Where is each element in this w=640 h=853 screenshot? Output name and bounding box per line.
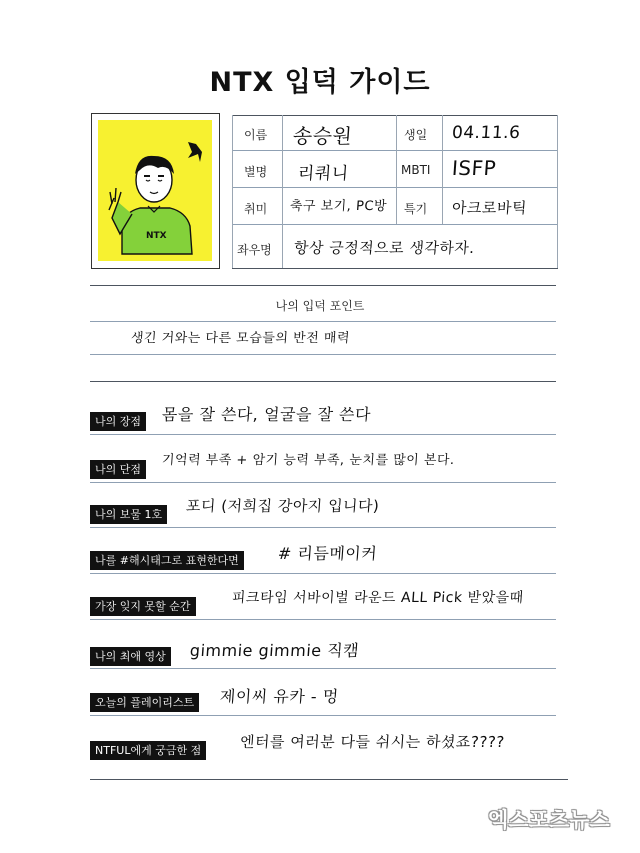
nickname-value: 리쿼니 (297, 164, 350, 184)
nickname-label: 별명 (244, 165, 268, 179)
self-portrait-drawing (92, 114, 218, 267)
motto-label: 좌우명 (237, 243, 272, 257)
playlist-tag: 오늘의 플레이리스트 (90, 693, 199, 712)
strength-tag: 나의 장점 (90, 412, 146, 431)
talent-value: 아크로바틱 (451, 199, 528, 217)
name-value: 송승원 (292, 124, 354, 148)
name-label: 이름 (244, 128, 268, 142)
birth-label: 생일 (404, 128, 428, 142)
treasure-value: 포디 (저희집 강아지 입니다) (185, 497, 381, 515)
moment-value: 피크타임 서바이벌 라운드 ALL Pick 받았을때 (231, 590, 525, 606)
hashtag-tag: 나를 #해시태그로 표현한다면 (90, 551, 244, 570)
strength-value: 몸을 잘 쓴다, 얼굴을 잘 쓴다 (161, 405, 372, 424)
profile-drawing (91, 113, 220, 269)
weakness-value: 기억력 부족 + 암기 능력 부족, 눈치를 많이 본다. (161, 453, 456, 468)
watermark: 엑스포츠뉴스 (488, 808, 610, 832)
point-value: 생긴 거와는 다른 모습들의 반전 매력 (130, 331, 351, 346)
birth-value: 04.11.6 (451, 123, 522, 143)
favorite-video-tag: 나의 최애 영상 (90, 647, 171, 666)
point-label: 나의 입덕 포인트 (275, 299, 365, 313)
favorite-video-value: gimmie gimmie 직캠 (189, 641, 360, 660)
question-value: 엔터를 여러분 다들 쉬시는 하셨죠???? (239, 733, 506, 751)
talent-label: 특기 (404, 202, 428, 216)
playlist-value: 제이씨 유카 - 멍 (219, 687, 340, 706)
weakness-tag: 나의 단점 (90, 460, 146, 479)
hashtag-value: # 리듬메이커 (277, 544, 378, 563)
mbti-value: ISFP (451, 156, 498, 180)
hobby-value: 축구 보기, PC방 (289, 199, 388, 214)
motto-value: 항상 긍정적으로 생각하자. (293, 239, 476, 257)
hobby-label: 취미 (244, 202, 268, 216)
mbti-label: MBTI (401, 163, 431, 177)
question-tag: NTFUL에게 궁금한 점 (90, 741, 206, 760)
treasure-tag: 나의 보물 1호 (90, 505, 167, 524)
page-title: NTX 입덕 가이드 (209, 67, 431, 98)
shirt-text: NTX (146, 231, 167, 241)
moment-tag: 가장 잊지 못할 순간 (90, 597, 196, 616)
